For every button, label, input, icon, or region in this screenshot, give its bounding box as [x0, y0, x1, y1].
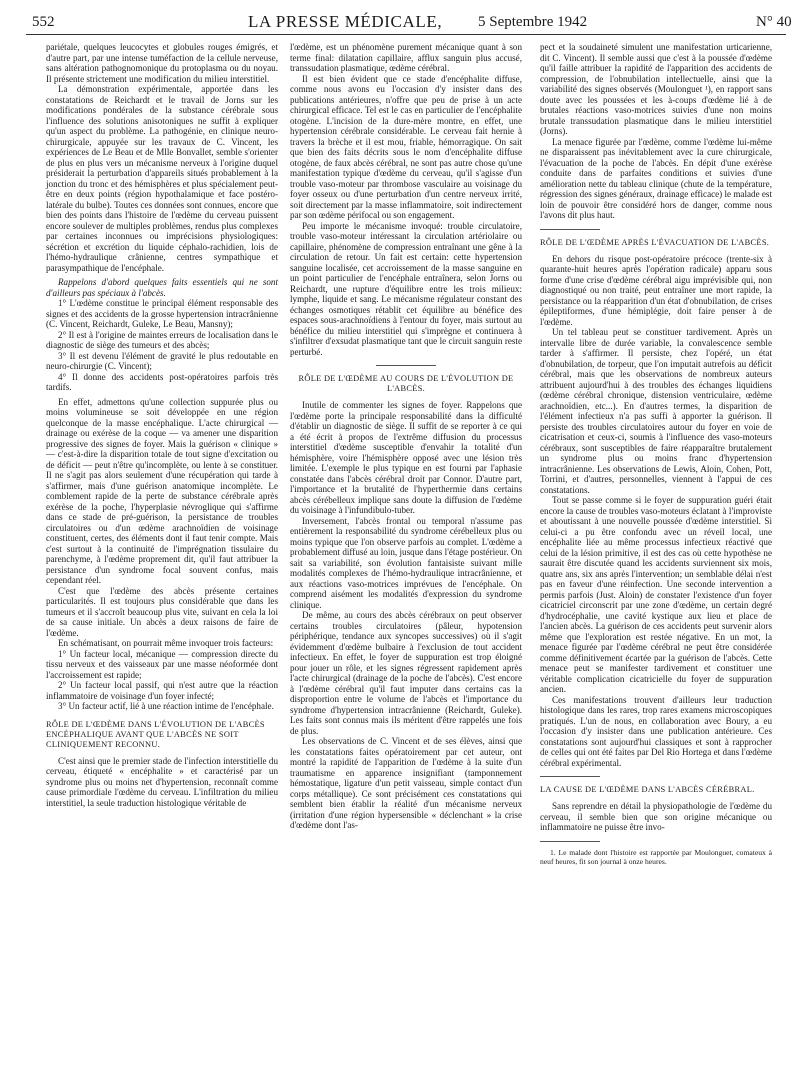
paragraph: La menace figurée par l'œdème, comme l'œdème lui-même ne disparaissent pas inévitablement avec la cure chirurgicale, l'évacuation de la poche de l'abcès. En dépit d'une exérèse conduite dans de parfaites conditions et suivies d'une amélioration nette du tableau clinique (chute de la température, régression des signes généraux, drainage efficace) le malade est loin de pouvoir être considéré hors de danger, comme nous l'avons dit plus haut.: [540, 136, 772, 220]
footnote: 1. Le malade dont l'histoire est rapportée par Moulonguet, comateux à neuf heures, fit son journal à onze heures.: [540, 847, 772, 866]
column-2: [290, 42, 522, 831]
paragraph: Ces manifestations trouvent d'ailleurs leur traduction histologique dans les rares, trop rares examens microscopiques pratiqués. L'un de nous, en collaboration avec Boury, a eu l'occasion d'y insister dans une publication antérieure. Ces constatations sont aujourd'hui classiques et sont à rapprocher de celles qui ont été faites par Del Rio Hortega et dans l'œdème cérébral expérimental.: [540, 694, 772, 768]
list-item: 2° Il est à l'origine de maintes erreurs de localisation dans le diagnostic de siège des tumeurs et des abcès;: [46, 329, 278, 350]
paragraph: Inutile de commenter les signes de foyer. Rappelons que l'œdème porte la principale responsabilité dans la difficulté d'établir un diagnostic de siège. Il suffit de se reporter à ce qui a été écrit à propos de l'extrême diffusion du processus interstitiel d'œdème susceptible d'envahir la totalité d'un hémisphère, voire l'hémisphère opposé avec une lésion très limitée. L'exemple le plus typique en est fourni par l'aphasie constatée dans l'abcès cérébral droit par Connor. D'autre part, l'importance et la brutalité de l'hyperthermie dans certains abcès cérébelleux implique sans doute la diffusion de l'œdème du voisinage à l'infundibulo-tuber.: [290, 400, 522, 515]
section-heading: RÔLE DE L'ŒDÈME AU COURS DE L'ÉVOLUTION DE L'ABCÈS.: [298, 374, 514, 393]
column-1: [46, 42, 278, 808]
section-heading: LA CAUSE DE L'ŒDÈME DANS L'ABCÈS CÉRÉBRAL.: [540, 785, 755, 794]
section-heading: RÔLE DE L'ŒDÈME DANS L'ÉVOLUTION DE L'ABCÈS ENCÉPHALIQUE AVANT QUE L'ABCÈS NE SOIT CLINIQUEMENT RECONNU.: [46, 719, 265, 749]
issue-date: 5 Septembre 1942: [478, 14, 588, 30]
list-item: 2° Un facteur local passif, qui n'est autre que la réaction inflammatoire de voisinage d'un foyer infecté;: [46, 680, 278, 701]
list-item: 3° Il est devenu l'élément de gravité le plus redoutable en neuro-chirurgie (C. Vincent);: [46, 350, 278, 371]
section-heading: RÔLE DE L'ŒDÈME APRÈS L'ÉVACUATION DE L'ABCÈS.: [540, 237, 770, 247]
paragraph: Sans reprendre en détail la physiopathologie de l'œdème du cerveau, il semble bien que son origine mécanique ou inflammatoire ne puisse être invo-: [540, 801, 772, 832]
header-rule: [26, 34, 786, 35]
paragraph: En effet, admettons qu'une collection suppurée plus ou moins volumineuse se soit développée en une région quelconque de la masse encéphalique. L'acte chirurgical — drainage ou exérèse de la coque — va amener une disparition progressive des signes de foyer. Mais la guérison « clinique » — c'est-à-dire la disparition totale de tout signe d'excitation ou de déficit — peut n'être qu'incomplète, ou lente à se constituer. Il ne s'agit pas alors seulement d'une récupération qui tarde à s'affirmer, mais d'une guérison anatomique incomplète. Le comblement rapide de la perte de substance cérébrale après exérèse de la poche, l'hyperplasie névroglique qui s'affirme dans ce stade de pré-guérison, la persistance de troubles circulatoires ou d'un œdème arachnoïdien de voisinage constituent, certes, des éléments dont il faut tenir compte. Mais c'est surtout à la continuité de l'imprégnation tissulaire du parenchyme, à l'œdème proprement dit, qu'il faut attribuer la persistance d'un syndrome focal souvent confus, mais cependant réel.: [46, 396, 278, 585]
journal-title: LA PRESSE MÉDICALE,: [248, 12, 443, 31]
list-item: 4° Il donne des accidents post-opératoires parfois très tardifs.: [46, 371, 278, 392]
section-divider: [540, 776, 600, 777]
paragraph: l'œdème, est un phénomène purement mécanique quant à son terme final: dilatation capillaire, afflux sanguin plus accusé, transsudation plasmatique, œdème cérébral.: [290, 42, 522, 73]
list-item: 3° Un facteur actif, lié à une réaction intime de l'encéphale.: [58, 701, 274, 711]
paragraph: De même, au cours des abcès cérébraux on peut observer certains troubles circulatoires (pâleur, hypotension périphérique, tendance aux syncopes successives) où il s'agit évidemment d'œdème bulbaire à l'exclusion de tout accident infectieux. En effet, le foyer de suppuration est trop éloigné pour jouer un rôle, et les signes régressent rapidement après l'acte chirurgical (drainage de la poche de l'abcès). C'est encore à l'œdème cérébral qu'il faut imputer dans certains cas la disproportion entre le volume de l'abcès et l'importance du syndrome d'hypertension intracrânienne (Reichardt, Guleke). Les faits sont connus mais ils méritent d'être rappelés une fois de plus.: [290, 610, 522, 736]
paragraph: C'est que l'œdème des abcès présente certaines particularités. Il est toujours plus considérable que dans les tumeurs et il s'accroît beaucoup plus vite, suivant en cela la loi de sa cause initiale. Un abcès a deux raisons de faire de l'œdème.: [46, 585, 278, 638]
paragraph: Rappelons d'abord quelques faits essentiels qui ne sont d'ailleurs pas spéciaux à l'abcès.: [46, 277, 278, 298]
paragraph: Il est bien évident que ce stade d'encéphalite diffuse, comme nous avons eu l'occasion d'y insister dans des publications antérieures, n'offre que peu de prise à un acte chirurgical efficace. Tel est le cas en particulier de l'encéphalite otogène. L'incision de la dure-mère montre, en effet, une hypertension cérébrale considérable. Le cerveau fait hernie à travers la brèche et il est mou, friable, hémorragique. On sait que bien des faits décrits sous le nom d'encéphalite diffuse otogène, de faux abcès cérébral, ne sont pas autre chose qu'une manifestation typique d'œdème du cerveau, qu'il s'agisse d'un trouble vaso-moteur par thrombose vasculaire au voisinage du foyer osseux ou d'une perturbation d'un centre nerveux irrité, soit directement par la masse inflammatoire, soit indirectement par son œdème périfocal ou son engagement.: [290, 73, 522, 220]
paragraph: Inversement, l'abcès frontal ou temporal n'assume pas entièrement la responsabilité du syndrome cérébelleux plus ou moins typique que l'on observe parfois au complet. L'œdème a probablement diffusé au loin, jusque dans l'étage postérieur. On sait sa variabilité, son évolution fantaisiste suivant mille modalités complexes de l'hémo-hydraulique intracrânienne, et aux réactions vaso-motrices imprévues de l'encéphale. On comprend aisément les modalités d'expression du syndrome clinique.: [290, 515, 522, 610]
page-number: 552: [32, 14, 55, 30]
paragraph: Tout se passe comme si le foyer de suppuration guéri était encore la cause de troubles vaso-moteurs éclatant à l'improviste et aboutissant à une nouvelle poussée d'œdème interstitiel. Si celui-ci a pu être confondu avec un réveil local, une encéphalite liée au même processus infectieux réactivé que celui de la lésion primitive, il est des cas où cette hypothèse ne saurait être discutée quand les accidents surviennent six mois, quatre ans, six ans après l'intervention; un semblable délai n'est pas en faveur d'une réinfection. Une seconde intervention a permis parfois (Just. Aloin) de constater l'existence d'un foyer cicatriciel circonscrit par une zone d'œdème, un certain degré d'hydrocéphalie, une cavité kystique aux lieu et place de l'ancien abcès. La guérison de ces accidents peut survenir alors même que l'exploration est restée négative. En un mot, la menace figurée par l'œdème cérébral ne peut être considérée comme définitivement écartée par la guérison de l'abcès. Cette menace peut se manifester tardivement et constituer une véritable complication cicatricielle du foyer de suppuration ancien.: [540, 495, 772, 694]
paragraph: En schématisant, on pourrait même invoquer trois facteurs:: [58, 638, 274, 648]
issue-number: N° 40: [756, 14, 792, 30]
paragraph: La démonstration expérimentale, apportée dans les constatations de Reichardt et le travail de Jorns sur les modifications pondérales de la substance cérébrale sous l'influence des solutions anisotoniques ne suffit à expliquer qu'un aspect du problème. La pathogénie, en clinique neuro-chirurgicale, appuyée sur les travaux de C. Vincent, les expériences de Le Beau et de Mlle Bonvallet, semble s'orienter de plus en plus vers un mécanisme nerveux à l'origine duquel présiderait la perturbation d'appareils situés probablement à la jonction du tronc et des hémisphères et plus spécialement peut-être en deux points (région hypothalamique et face postéro-latérale du bulbe). Toutes ces données sont connues, encore que bien des points dans l'histoire de l'œdème du cerveau puissent encore soulever de multiples problèmes, rendus plus complexes par certaines inconnues ou imprécisions physiologiques: sécrétion et excrétion du liquide céphalo-rachidien, lois de l'hémo-hydraulique crânienne, centres sympathique et parasympathique de l'encéphale.: [46, 84, 278, 273]
column-3: [540, 42, 772, 866]
paragraph: pect et la soudaineté simulent une manifestation urticarienne, dit C. Vincent). Il semble aussi que c'est à la poussée d'œdème qu'il faille attribuer la rapidité de l'apparition des accidents de compression, de l'obnubilation intellectuelle, ainsi que la variabilité des signes observés (Moulonguet ¹), en rapport sans doute avec les poussées et les à-coups d'œdème lié à de brutales réactions vaso-motrices suivies d'une non moins brutale transsudation plasmatique dans le milieu interstitiel (Jorns).: [540, 42, 772, 136]
paragraph: C'est ainsi que le premier stade de l'infection interstitielle du cerveau, étiqueté « encéphalite » et caractérisé par un syndrome plus ou moins net d'hypertension, reconnaît comme cause primordiale l'œdème du cerveau. L'infiltration du milieu interstitiel, la seule traduction histologique véritable de: [46, 755, 278, 808]
paragraph: Peu importe le mécanisme invoqué: trouble circulatoire, trouble vaso-moteur intéressant la circulation artériolaire ou capillaire, phénomène de compression entraînant une gêne à la circulation de retour. Un fait est certain: cette hypertension sanguine localisée, cet accroissement de la masse sanguine en un point particulier de l'encéphale entraînera, selon Jorns ou Reichardt, une rupture d'équilibre entre les trois milieux: lymphe, liquide et sang. Le mécanisme régulateur constant des échanges osmotiques rétablit cet équilibre au bénéfice des espaces sous-arachnoïdiens à l'entour du foyer, mais surtout au bénéfice du milieu interstitiel qui s'imprègne et continuera à s'infiltrer d'exsudat plasmatique tant que le circuit sanguin reste perturbé.: [290, 220, 522, 357]
list-item: 1° L'œdème constitue le principal élément responsable des signes et des accidents de la grosse hypertension intracrânienne (C. Vincent, Reichardt, Guleke, Le Beau, Mansny);: [46, 298, 278, 329]
footnote-rule: [540, 841, 600, 842]
paragraph: pariétale, quelques leucocytes et globules rouges émigrés, et d'autre part, par une intense tuméfaction de la cellule nerveuse, sans altération pathognomonique du protoplasma ou du noyau. Il présente strictement une modification du milieu interstitiel.: [46, 42, 278, 84]
paragraph: Les observations de C. Vincent et de ses élèves, ainsi que les constatations faites opératoirement par cet auteur, ont montré la rapidité de l'apparition de l'œdème à la suite d'un traumatisme en apparence insignifiant (tamponnement hémostatique, ligature d'un petit vaisseau, simple contact d'un corps métallique). Ce sont précisément ces constatations qui semblent bien établir la réalité d'un mécanisme nerveux (irritation d'une région hypersensible « déclenchant » la crise d'œdème dont l'as-: [290, 736, 522, 830]
page-header: [26, 8, 792, 34]
paragraph: En dehors du risque post-opératoire précoce (trente-six à quarante-huit heures après l'opération radicale) apparu sous forme d'une crise d'œdème cérébral aigu imprévisible qui, non diagnostiqué ou non traité, peut entraîner une mort rapide, la persistance ou la réapparition d'un état d'obnubilation, de crises épileptiformes, d'une hémiplégie, doit faire penser à de l'œdème.: [540, 253, 772, 327]
section-divider: [376, 365, 436, 366]
section-divider: [540, 229, 600, 230]
list-item: 1° Un facteur local, mécanique — compression directe du tissu nerveux et des vaisseaux par une masse néoformée dont l'accroissement est rapide;: [46, 648, 278, 680]
paragraph: Un tel tableau peut se constituer tardivement. Après un intervalle libre de durée variable, la convalescence semble tarder à s'affirmer. Il persiste, chez l'opéré, un état d'obnubilation, de torpeur, que l'on imputait autrefois au déficit cérébral, mais que les observations de nombreux auteurs attribuent aujourd'hui à des troubles des échanges liquidiens (œdème cérébral chronique, distension ventriculaire, œdème arachnoïdien, etc...). En d'autres termes, la disparition de l'élément infectieux n'a pas suffi à apporter la guérison. Il persiste des troubles circulatoires autour du foyer en voie de cicatrisation et ceux-ci, soumis à l'influence des vaso-moteurs cérébraux, sont susceptibles de faire réapparaître brutalement un syndrome plus ou moins franc d'hypertension intracrânienne. Les observations de Lewis, Aloin, Cohen, Pott, Torrini, et d'autres, personnelles, viennent à l'appui de ces constatations.: [540, 327, 772, 495]
